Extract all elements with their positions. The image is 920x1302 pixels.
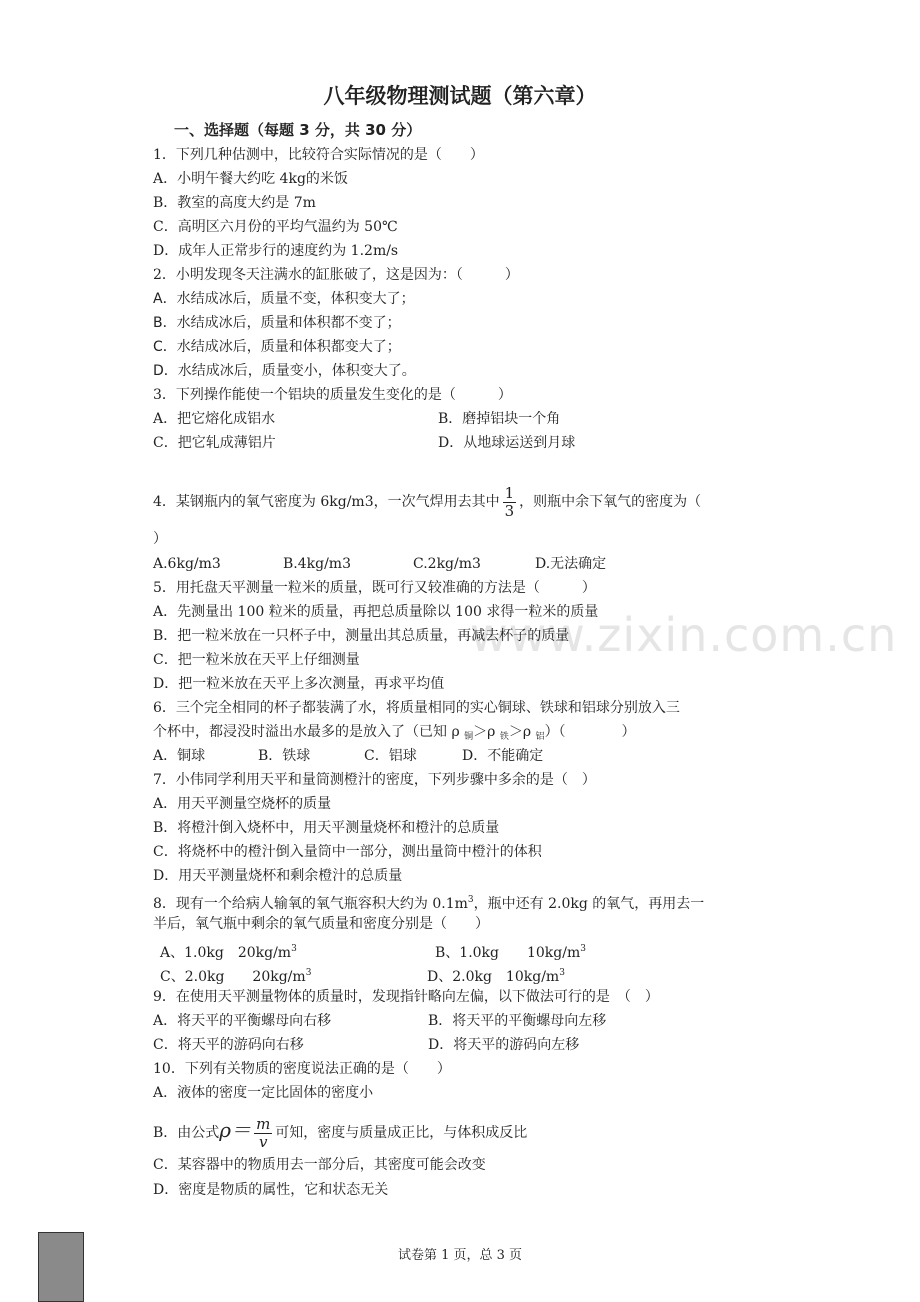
- q4-stem-before: 4．某钢瓶内的氧气密度为 6kg/m3，一次气焊用去其中: [153, 494, 500, 510]
- q7-option-c: C．将烧杯中的橙汁倒入量筒中一部分，测出量筒中橙汁的体积: [153, 844, 542, 860]
- q1-option-a: A．小明午餐大约吃 4kg的米饭: [153, 171, 348, 187]
- q9-option-b: B．将天平的平衡螺母向左移: [428, 1013, 607, 1029]
- q10-option-c: C．某容器中的物质用去一部分后，其密度可能会改变: [153, 1157, 486, 1173]
- q3-stem: 3．下列操作能使一个铝块的质量发生变化的是（ ）: [153, 387, 512, 403]
- q3-option-b: B．磨掉铝块一个角: [438, 411, 561, 427]
- q3-option-d: D．从地球运送到月球: [438, 435, 576, 451]
- q1-option-c: C．高明区六月份的平均气温约为 50℃: [153, 219, 398, 235]
- q6-option-a: A．铜球: [153, 748, 206, 764]
- q4-option-a: A.6kg/m3: [153, 556, 221, 572]
- q6-stem-line2: 个杯中，都浸没时溢出水最多的是放入了（已知 ρ $_铜$＞ρ $_铁$＞ρ $_铝$）（ ）: [153, 724, 636, 742]
- margin-bar: [38, 1232, 84, 1302]
- q6-option-c: C．铝球: [364, 748, 417, 764]
- q7-stem: 7．小伟同学利用天平和量筒测橙汁的密度，下列步骤中多余的是（ ）: [153, 772, 596, 788]
- q4-option-d: D.无法确定: [535, 556, 607, 572]
- q9-option-d: D．将天平的游码向左移: [428, 1037, 580, 1053]
- q9-option-a: A．将天平的平衡螺母向右移: [153, 1013, 332, 1029]
- page-footer: 试卷第 1 页，总 3 页: [397, 1248, 523, 1263]
- q6-option-b: B．铁球: [258, 748, 311, 764]
- q2-option-b: B．水结成冰后，质量和体积都不变了；: [153, 315, 401, 331]
- q7-option-b: B．将橙汁倒入烧杯中，用天平测量烧杯和橙汁的总质量: [153, 820, 500, 836]
- q6-stem-line1: 6．三个完全相同的杯子都装满了水，将质量相同的实心铜球、铁球和铝球分别放入三: [153, 700, 680, 716]
- q1-option-b: B．教室的高度大约是 7m: [153, 195, 316, 211]
- q3-option-a: A．把它熔化成铝水: [153, 411, 276, 427]
- q3-option-c: C．把它轧成薄铝片: [153, 435, 276, 451]
- q10-option-b: B．由公式ρ＝ $\frac{m}{v}$ 可知，密度与质量成正比，与体积成反比: [153, 1114, 528, 1151]
- q4-option-c: C.2kg/m3: [413, 556, 481, 572]
- q8-option-b: B、1.0kg $10kg/m^3$: [435, 944, 586, 961]
- q7-option-d: D．用天平测量烧杯和剩余橙汁的总质量: [153, 868, 403, 884]
- q8-option-c: C、2.0kg $20kg/m^3$: [160, 968, 312, 985]
- q9-stem: 9．在使用天平测量物体的质量时，发现指针略向左偏，以下做法可行的是 （ ）: [153, 989, 659, 1005]
- q8-stem-line1: 8．现有一个给病人输氧的氧气瓶容积大约为 $0.1m^3$，瓶中还有 2.0kg 的氧气，再用去一: [153, 895, 705, 912]
- q5-option-d: D．把一粒米放在天平上多次测量，再求平均值: [153, 676, 445, 692]
- q9-option-c: C．将天平的游码向右移: [153, 1037, 304, 1053]
- q4-option-b: B.4kg/m3: [283, 556, 351, 572]
- q5-option-c: C．把一粒米放在天平上仔细测量: [153, 652, 360, 668]
- q6-option-d: D．不能确定: [462, 748, 544, 764]
- q1-option-d: D．成年人正常步行的速度约为 1.2m/s: [153, 243, 399, 259]
- q2-option-d: D．水结成冰后，质量变小，体积变大了。: [153, 363, 416, 379]
- q4-stem: [153, 480, 701, 524]
- q5-option-b: B．把一粒米放在一只杯子中，测量出其总质量，再减去杯子的质量: [153, 628, 570, 644]
- q8-stem-line2: 半后，氧气瓶中剩余的氧气质量和密度分别是（ ）: [153, 916, 489, 932]
- page-title: 八年级物理测试题（第六章）: [323, 84, 597, 108]
- q8-option-a: A、1.0kg $20kg/m^3$: [160, 944, 297, 961]
- q2-option-c: C．水结成冰后，质量和体积都变大了；: [153, 339, 401, 355]
- section-heading: 一、选择题（每题 3 分，共 30 分）: [174, 121, 422, 139]
- q1-stem: 1．下列几种估测中，比较符合实际情况的是（ ）: [153, 147, 484, 163]
- q5-option-a: A．先测量出 100 粒米的质量，再把总质量除以 100 求得一粒米的质量: [153, 604, 599, 620]
- watermark: www.zixin.com.cn: [470, 608, 898, 662]
- fraction-m-over-v: $\frac{m}{v}$: [256, 1114, 271, 1151]
- q2-option-a: A．水结成冰后，质量不变，体积变大了；: [153, 291, 415, 307]
- q4-stem-close: ）: [153, 531, 167, 547]
- q10-stem: 10．下列有关物质的密度说法正确的是（ ）: [153, 1061, 451, 1077]
- q2-stem: 2．小明发现冬天注满水的缸胀破了，这是因为：（ ）: [153, 267, 519, 283]
- q4-stem-after: ，则瓶中余下氧气的密度为（: [519, 494, 702, 510]
- q7-option-a: A．用天平测量空烧杯的质量: [153, 796, 332, 812]
- density-formula: ρ＝: [219, 1118, 252, 1142]
- q10-option-a: A．液体的密度一定比固体的密度小: [153, 1085, 374, 1101]
- q10-option-d: D．密度是物质的属性，它和状态无关: [153, 1182, 389, 1198]
- fraction-one-third: $\frac{1}{3}$: [504, 483, 515, 520]
- q8-option-d: D、2.0kg $10kg/m^3$: [427, 968, 565, 985]
- q5-stem: 5．用托盘天平测量一粒米的质量，既可行又较准确的方法是（ ）: [153, 580, 596, 596]
